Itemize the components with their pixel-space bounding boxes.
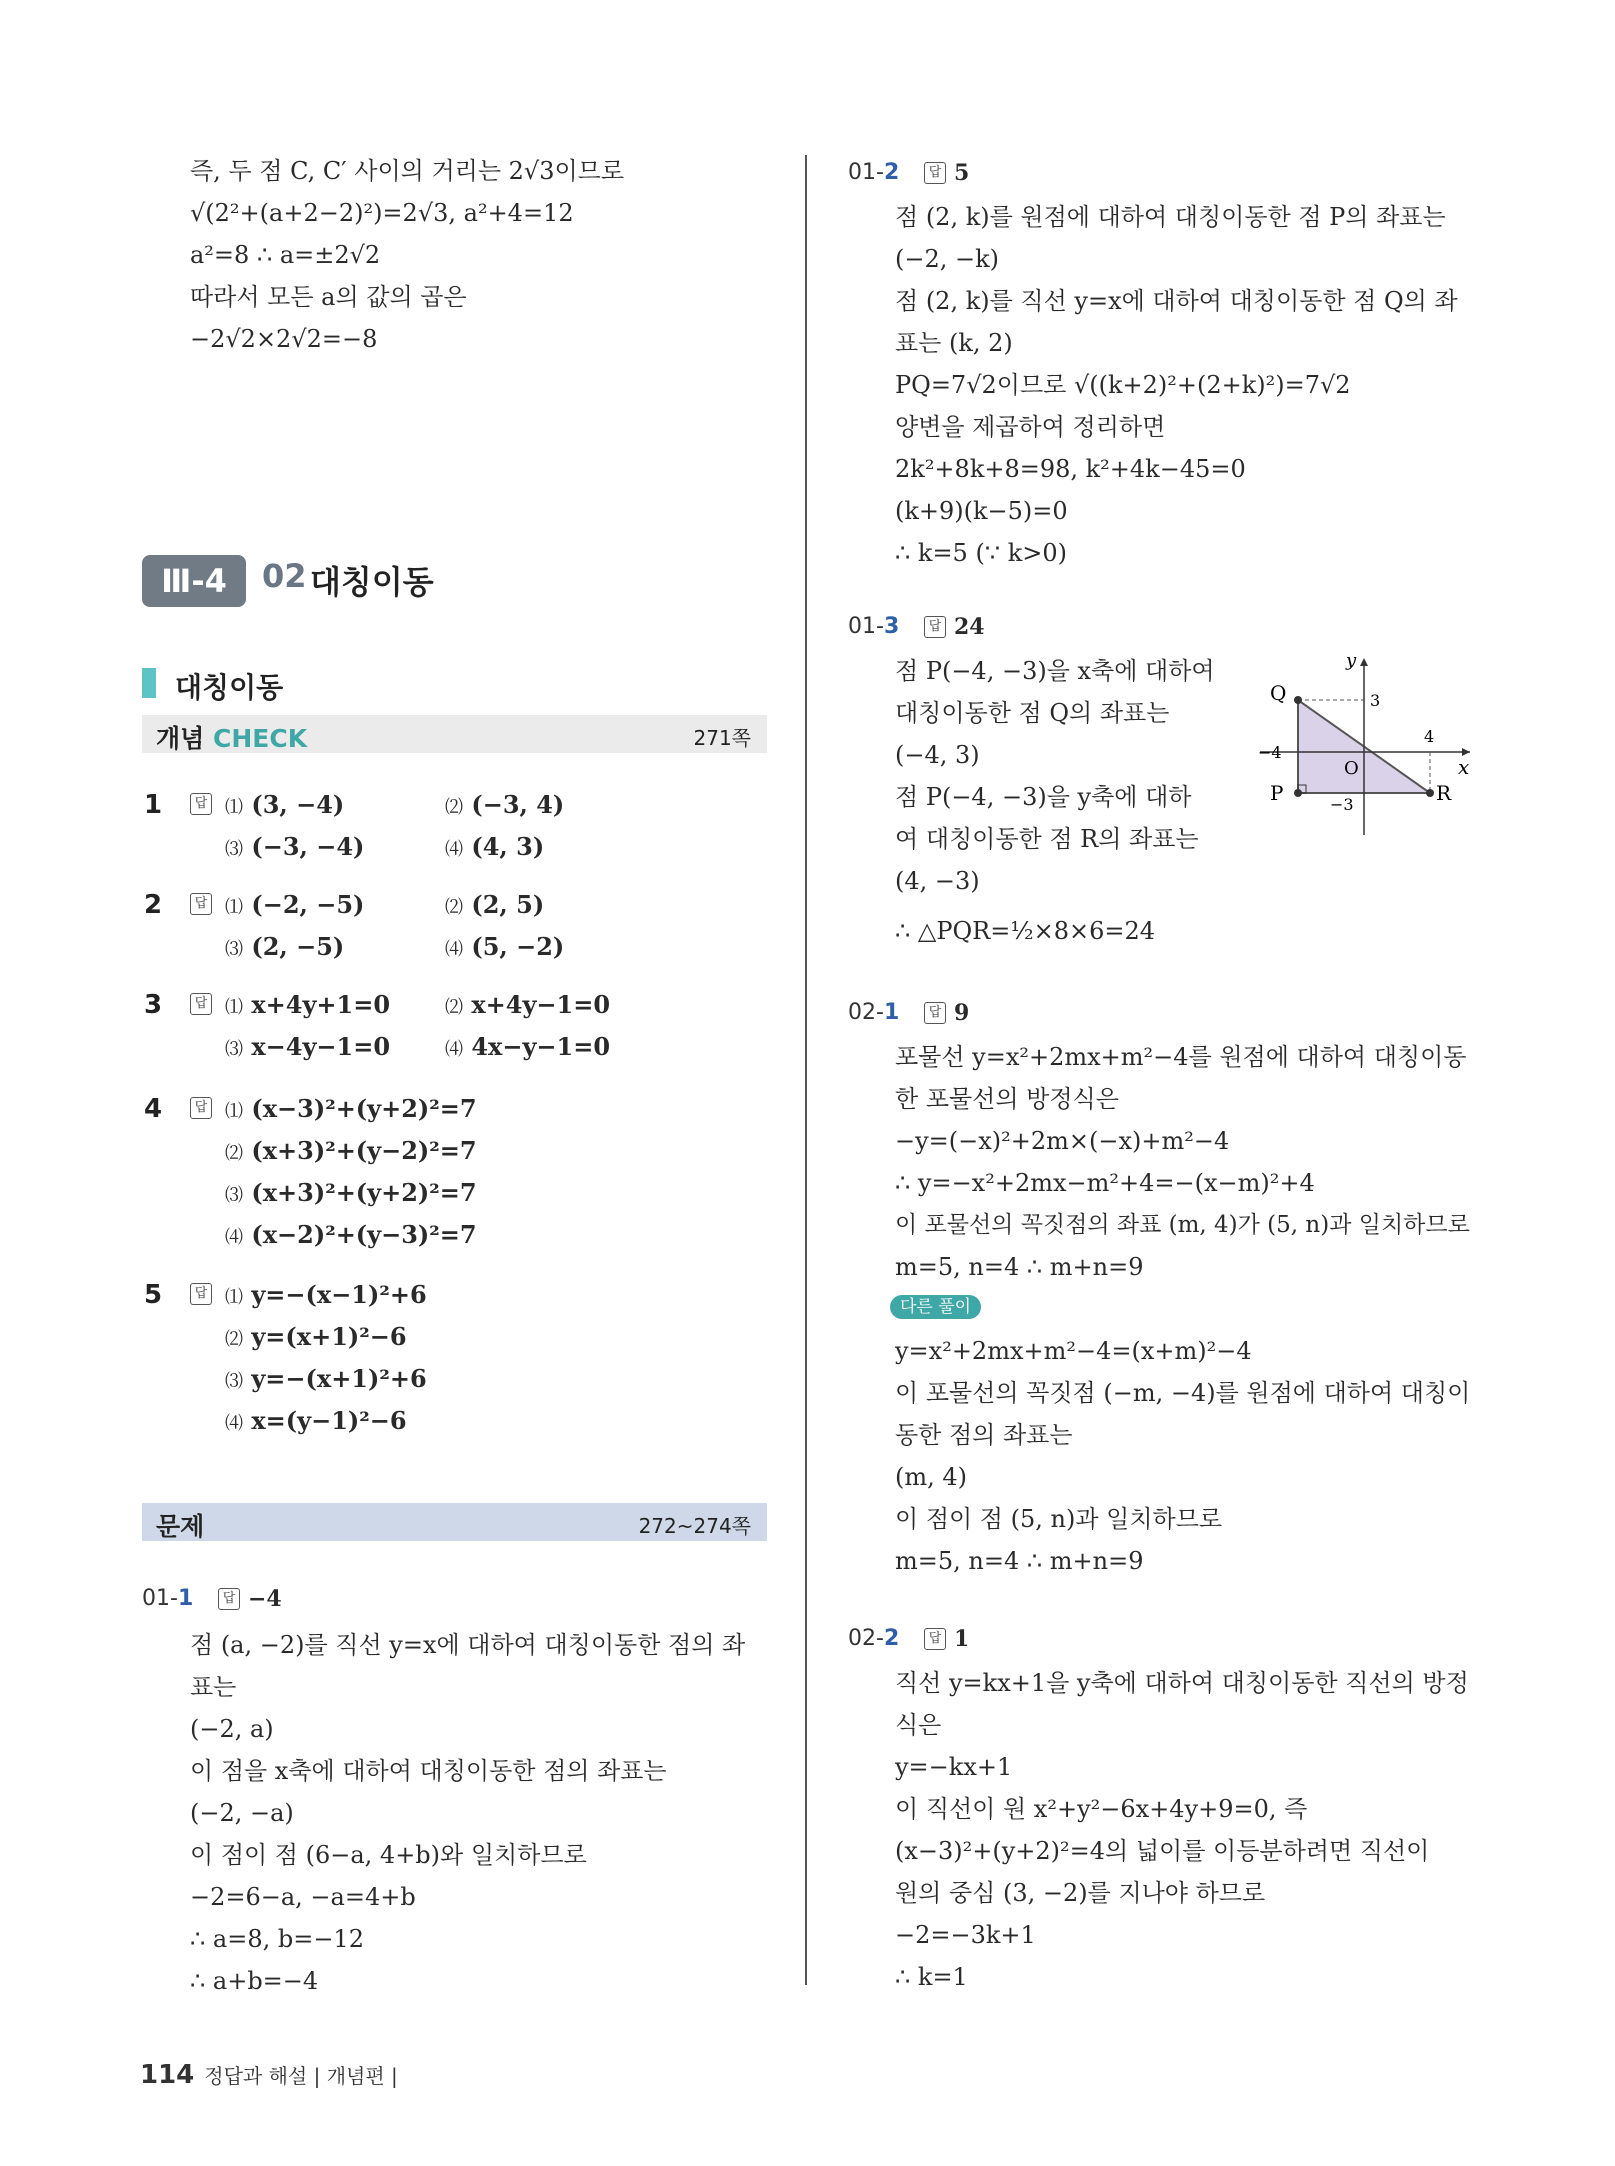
answer-item: ⑵ x+4y−1=0 [445, 990, 611, 1019]
text-line: 표는 (k, 2) [895, 329, 1013, 357]
text-line: y=−kx+1 [895, 1753, 1013, 1781]
text-line: 점 (2, k)를 원점에 대하여 대칭이동한 점 P의 좌표는 [895, 203, 1446, 231]
text-line: (m, 4) [895, 1463, 968, 1491]
problem-bar-label: 문제 [156, 1512, 205, 1541]
text-line: 즉, 두 점 C, C′ 사이의 거리는 2√3이므로 [190, 157, 625, 185]
text-line: 양변을 제곱하여 정리하면 [895, 413, 1166, 441]
text-line: ∴ a=8, b=−12 [190, 1925, 364, 1953]
problem-id: 01-1 [142, 1586, 194, 1611]
problem-id: 01-3 [848, 614, 900, 639]
subsection-title: 대칭이동 [175, 671, 284, 704]
answer-icon: 답 [190, 993, 212, 1015]
answer-number: 5 [144, 1280, 163, 1310]
text-line: a²=8 ∴ a=±2√2 [190, 241, 381, 269]
text-line: 점 (a, −2)를 직선 y=x에 대하여 대칭이동한 점의 좌 [190, 1631, 746, 1659]
text-line: ∴ a+b=−4 [190, 1967, 319, 1995]
text-line: −2√2×2√2=−8 [190, 325, 378, 353]
text-line: 대칭이동한 점 Q의 좌표는 [895, 699, 1170, 727]
answer-number: 4 [144, 1094, 163, 1124]
page-number: 114 [140, 2060, 195, 2090]
answer-item: ⑷ 4x−y−1=0 [445, 1032, 611, 1061]
answer-item: ⑴ (3, −4) [225, 790, 345, 819]
text-line: (4, −3) [895, 867, 980, 895]
answer-item: ⑴ (x−3)²+(y+2)²=7 [225, 1094, 477, 1123]
text-line: −y=(−x)²+2m×(−x)+m²−4 [895, 1127, 1230, 1155]
text-line: 이 포물선의 꼭짓점 (−m, −4)를 원점에 대하여 대칭이 [895, 1379, 1471, 1407]
text-line: 이 직선이 원 x²+y²−6x+4y+9=0, 즉 [895, 1795, 1308, 1823]
text-line: 식은 [895, 1711, 942, 1739]
text-line: 따라서 모든 a의 값의 곱은 [190, 283, 467, 311]
problem-id: 01-2 [848, 160, 900, 185]
answer-item: ⑴ x+4y+1=0 [225, 990, 391, 1019]
text-line: −2=6−a, −a=4+b [190, 1883, 416, 1911]
text-line: ∴ k=5 (∵ k>0) [895, 539, 1067, 567]
answer-number: 3 [144, 990, 163, 1020]
label-x: x [1458, 755, 1470, 779]
problem-answer: 24 [954, 614, 985, 640]
text-line: 동한 점의 좌표는 [895, 1421, 1073, 1449]
tick-3: 3 [1370, 691, 1381, 710]
problem-bar-page: 272~274쪽 [638, 1514, 751, 1538]
text-line: 2k²+8k+8=98, k²+4k−45=0 [895, 455, 1246, 483]
answer-item: ⑶ y=−(x+1)²+6 [225, 1364, 427, 1393]
answer-icon: 답 [190, 793, 212, 815]
y-axis-arrow-icon [1360, 658, 1368, 666]
text-line: 이 포물선의 꼭짓점의 좌표 (m, 4)가 (5, n)과 일치하므로 [895, 1212, 1470, 1238]
answer-item: ⑶ (x+3)²+(y+2)²=7 [225, 1178, 477, 1207]
answer-icon: 답 [218, 1588, 240, 1610]
label-r: R [1436, 781, 1452, 805]
answer-item: ⑵ (x+3)²+(y−2)²=7 [225, 1136, 477, 1165]
text-line: 원의 중심 (3, −2)를 지나야 하므로 [895, 1879, 1266, 1907]
point-q [1294, 696, 1302, 704]
answer-item: ⑷ (x−2)²+(y−3)²=7 [225, 1220, 477, 1249]
problem-id: 02-1 [848, 1000, 900, 1025]
text-line: (−4, 3) [895, 741, 980, 769]
answer-item: ⑵ y=(x+1)²−6 [225, 1322, 407, 1351]
answer-icon: 답 [190, 1097, 212, 1119]
column-divider [805, 155, 807, 1985]
text-line: (−2, −k) [895, 245, 1000, 273]
answer-item: ⑵ (−3, 4) [445, 790, 565, 819]
text-line: 여 대칭이동한 점 R의 좌표는 [895, 825, 1199, 853]
section-chip: Ⅲ-4 [142, 555, 246, 607]
label-y: y [1346, 650, 1357, 671]
text-line: (−2, −a) [190, 1799, 294, 1827]
footer-text: 정답과 해설 | 개념편 | [204, 2064, 398, 2088]
text-line: ∴ y=−x²+2mx−m²+4=−(x−m)²+4 [895, 1169, 1315, 1197]
text-line: 이 점을 x축에 대하여 대칭이동한 점의 좌표는 [190, 1757, 667, 1785]
concept-label-a: 개념 [156, 724, 214, 753]
text-line: m=5, n=4 ∴ m+n=9 [895, 1547, 1144, 1575]
text-line: 표는 [190, 1673, 237, 1701]
section-number: 02 [262, 557, 307, 595]
text-line: (k+9)(k−5)=0 [895, 497, 1068, 525]
text-line: 한 포물선의 방정식은 [895, 1085, 1119, 1113]
text-line: PQ=7√2이므로 √((k+2)²+(2+k)²)=7√2 [895, 371, 1351, 399]
text-line: (x−3)²+(y+2)²=4의 넓이를 이등분하려면 직선이 [895, 1837, 1430, 1865]
text-line: 직선 y=kx+1을 y축에 대하여 대칭이동한 직선의 방정 [895, 1669, 1469, 1697]
alt-solution-tag: 다른 풀이 [890, 1295, 981, 1319]
answer-item: ⑷ (5, −2) [445, 932, 565, 961]
answer-icon: 답 [190, 893, 212, 915]
tick-minus-3: −3 [1330, 795, 1354, 814]
text-line: m=5, n=4 ∴ m+n=9 [895, 1253, 1144, 1281]
section-title: 대칭이동 [310, 563, 434, 601]
text-line: 포물선 y=x²+2mx+m²−4를 원점에 대하여 대칭이동 [895, 1043, 1467, 1071]
answer-item: ⑴ y=−(x−1)²+6 [225, 1280, 427, 1309]
text-line: 이 점이 점 (6−a, 4+b)와 일치하므로 [190, 1841, 587, 1869]
answer-number: 1 [144, 790, 163, 820]
problem-id: 02-2 [848, 1626, 900, 1651]
coordinate-figure [1240, 650, 1480, 840]
answer-item: ⑶ x−4y−1=0 [225, 1032, 391, 1061]
tick-4: 4 [1424, 727, 1435, 746]
problem-answer: −4 [248, 1586, 282, 1612]
answer-icon: 답 [924, 1628, 946, 1650]
subsection-marker [142, 668, 156, 698]
label-origin: O [1344, 758, 1359, 779]
text-line: ∴ k=1 [895, 1963, 968, 1991]
answer-number: 2 [144, 890, 163, 920]
answer-item: ⑷ x=(y−1)²−6 [225, 1406, 407, 1435]
concept-check-bar [142, 715, 767, 753]
concept-check-label [156, 719, 307, 755]
answer-item: ⑶ (2, −5) [225, 932, 345, 961]
problem-answer: 5 [954, 160, 970, 186]
answer-item: ⑷ (4, 3) [445, 832, 545, 861]
text-line: y=x²+2mx+m²−4=(x+m)²−4 [895, 1337, 1252, 1365]
problem-answer: 1 [954, 1626, 970, 1652]
page-footer [140, 2060, 398, 2090]
answer-item: ⑵ (2, 5) [445, 890, 545, 919]
concept-check-page: 271쪽 [693, 726, 751, 750]
text-line: ∴ △PQR=½×8×6=24 [895, 917, 1156, 945]
text-line: 점 (2, k)를 직선 y=x에 대하여 대칭이동한 점 Q의 좌 [895, 287, 1458, 315]
answer-item: ⑶ (−3, −4) [225, 832, 365, 861]
label-q: Q [1270, 681, 1287, 705]
answer-icon: 답 [190, 1283, 212, 1305]
answer-item: ⑴ (−2, −5) [225, 890, 365, 919]
label-p: P [1270, 781, 1284, 805]
text-line: 점 P(−4, −3)을 y축에 대하 [895, 783, 1192, 811]
text-line: 점 P(−4, −3)을 x축에 대하여 [895, 657, 1215, 685]
concept-label-b: CHECK [213, 724, 308, 753]
text-line: (−2, a) [190, 1715, 274, 1743]
text-line: 이 점이 점 (5, n)과 일치하므로 [895, 1505, 1223, 1533]
problem-bar [142, 1503, 767, 1541]
answer-icon: 답 [924, 616, 946, 638]
text-line: √(2²+(a+2−2)²)=2√3, a²+4=12 [190, 199, 574, 227]
answer-icon: 답 [924, 162, 946, 184]
point-r [1426, 789, 1434, 797]
text-line: −2=−3k+1 [895, 1921, 1036, 1949]
problem-answer: 9 [954, 1000, 970, 1026]
answer-icon: 답 [924, 1002, 946, 1024]
tick-minus-4: −4 [1258, 743, 1282, 762]
